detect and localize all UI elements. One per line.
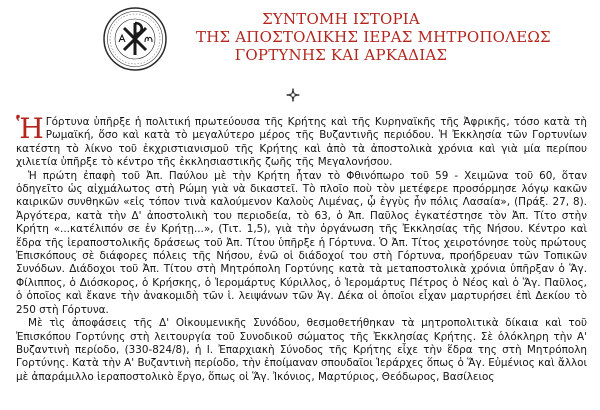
title-line: ΤΗΣ ΑΠΟΣΤΟΛΙΚΗΣ ΙΕΡΑΣ ΜΗΤΡΟΠΟΛΕΩΣ [196,28,551,46]
paragraph-text: Γόρτυνα ὑπῆρξε ἡ πολιτική πρωτεύουσα τῆς Κρήτης καὶ τῆς Κυρηναϊκῆς τῆς Ἀφρικῆς, τόσο κατὰ τὴ Ρωμαϊκή, ὅσο καὶ κατὰ τὸ μεγαλύτερο μέρος τῆς Βυζαντινῆς περιόδου. Ἡ Ἐκκλησία τῶν Γορτυνίων κατέστη τὸ λίκνο τοῦ ἐκχριστιανισμοῦ τῆς Κρήτης καὶ ἀπὸ τὰ ἀποστολικὰ χρόνια καὶ γιὰ μία περίπου χιλιετία ὑπῆρξε τὸ κέντρο τῆς ἐκκλησιαστικῆς ζωῆς τῆς Μεγαλονήσου. [16,116,587,169]
chi-rho-seal-icon [102,6,168,72]
cross-ornament-icon [285,87,301,103]
page-title [196,10,551,64]
drop-cap: Ἡ [16,112,44,145]
paragraph [16,112,587,170]
title-line: ΓΟΡΤΥΝΗΣ ΚΑΙ ΑΡΚΑΔΙΑΣ [234,46,448,64]
history-text [16,112,587,384]
paragraph: Μὲ τὶς ἀποφάσεις τῆς Δ' Οἰκουμενικῆς Συνόδου, θεσμοθετήθηκαν τὰ μητροπολιτικὰ δίκαια καὶ τοῦ Ἐπισκόπου Γορτύνης στὴ λειτουργία τοῦ Συνοδικοῦ σώματος τῆς Ἐκκλησίας Κρήτης. Σὲ ὁλόκληρη τὴν Α' Βυζαντινὴ περίοδο, (330-824/8), ἡ Ι. Ἐπαρχιακὴ Σύνοδος τῆς Κρήτης εἶχε τὴν ἕδρα της στὴ Μητρόπολη Γορτύνης. Κατὰ τὴν Α' Βυζαντινὴ περίοδο, τὴν ἐποίμαναν σπουδαῖοι Ἱεράρχες ὅπως ὁ Ἅγ. Εὐμένιος καὶ ἄλλοι μὲ ἀπαράμιλλο ἱεραποστολικὸ ἔργο, ὅπως οἱ Ἅγ. Ἰκόνιος, Μαρτύριος, Θεόδωρος, Βασίλειος [16,317,587,383]
title-line: ΣΥΝΤΟΜΗ ΙΣΤΟΡΙΑ [262,10,420,28]
paragraph: Ἡ πρώτη ἐπαφὴ τοῦ Ἀπ. Παύλου μὲ τὴν Κρήτη ἦταν τὸ Φθινόπωρο τοῦ 59 - Χειμῶνα τοῦ 60, ὅταν ὁδηγεῖτο ὡς αἰχμάλωτος στὴ Ρώμη γιὰ νὰ δικαστεῖ. Τὸ πλοῖο ποὺ τὸν μετέφερε προσόρμησε λόγῳ κακῶν καιρικῶν συνθηκῶν «εἰς τόπον τινὰ καλούμενον Καλοὺς Λιμένας, ᾧ ἐγγὺς ἦν πόλις Λασαία», (Πράξ. 27, 8). Ἀργότερα, κατὰ τὴν Δ' ἀποστολικὴ του περιοδεία, τὸ 63, ὁ Ἀπ. Παῦλος ἐγκατέστησε τὸν Ἀπ. Τίτο στὴν Κρήτη «...κατέλιπόν σε ἐν Κρήτῃ...», (Τιτ. 1,5), γιὰ τὴν ὀργάνωση τῆς Ἐκκλησίας τῆς Νήσου. Κέντρο καὶ ἕδρα τῆς ἱεραποστολικῆς δράσεως τοῦ Ἀπ. Τίτου ὑπῆρξε ἡ Γόρτυνα. Ὁ Ἀπ. Τίτος χειροτόνησε τοὺς πρώτους Ἐπισκόπους σὲ διάφορες πόλεις τῆς Νήσου, ἐνῶ οἱ διάδοχοί του στὴ Γόρτυνα, προήδρευαν τῶν Τοπικῶν Συνόδων. Διάδοχοι τοῦ Ἀπ. Τίτου στὴ Μητρόπολη Γορτύνης κατὰ τὰ μεταποστολικὰ χρόνια ὑπῆρξαν ὁ Ἅγ. Φίλιππος, ὁ Διόσκορος, ὁ Κρήσκης, ὁ Ἱερομάρτυς Κύριλλος, ὁ Ἱερομάρτυς Πέτρος ὁ Νέος καὶ ὁ Ἅγ. Παῦλος, ὁ ὁποῖος καὶ ἔκανε τὴν ἀνακομιδὴ τῶν ἱ. λειψάνων τῶν Ἁγ. Δέκα οἱ ὁποῖοι εἶχαν μαρτυρήσει ἐπὶ Δεκίου τὸ 250 στὴ Γόρτυνα. [16,169,587,316]
